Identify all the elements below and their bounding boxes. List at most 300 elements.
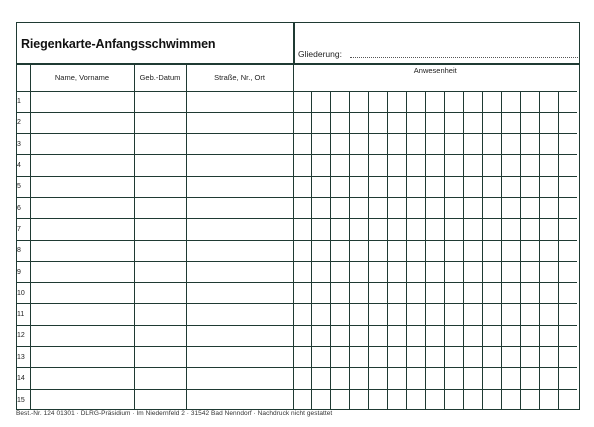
attendance-cell[interactable] xyxy=(330,389,349,410)
birthdate-column-header: Geb.-Datum xyxy=(134,64,186,91)
attendance-cell[interactable] xyxy=(311,219,330,240)
birthdate-cell[interactable] xyxy=(134,155,186,176)
attendance-cell[interactable] xyxy=(463,325,482,346)
attendance-cell[interactable] xyxy=(406,261,425,282)
name-cell[interactable] xyxy=(30,91,134,112)
table-row xyxy=(17,112,577,133)
attendance-cell[interactable] xyxy=(425,261,444,282)
attendance-cell[interactable] xyxy=(501,112,520,133)
address-cell[interactable] xyxy=(186,112,293,133)
attendance-cell[interactable] xyxy=(293,155,311,176)
attendance-cell[interactable] xyxy=(368,261,387,282)
attendance-cell[interactable] xyxy=(368,197,387,218)
attendance-cell[interactable] xyxy=(425,240,444,261)
attendance-cell[interactable] xyxy=(387,219,406,240)
riegenkarte-card xyxy=(16,22,580,410)
attendance-cell[interactable] xyxy=(425,219,444,240)
birthdate-cell[interactable] xyxy=(134,176,186,197)
attendance-cell[interactable] xyxy=(520,219,539,240)
attendance-cell[interactable] xyxy=(330,155,349,176)
attendance-cell[interactable] xyxy=(482,325,501,346)
row-number-header xyxy=(17,64,30,91)
attendance-cell[interactable] xyxy=(349,304,368,325)
row-number: 9 xyxy=(17,261,30,282)
attendance-cell[interactable] xyxy=(444,240,463,261)
attendance-cell[interactable] xyxy=(349,283,368,304)
attendance-cell[interactable] xyxy=(444,368,463,389)
attendance-cell[interactable] xyxy=(425,197,444,218)
attendance-cell[interactable] xyxy=(368,134,387,155)
attendance-cell[interactable] xyxy=(444,91,463,112)
attendance-cell[interactable] xyxy=(501,304,520,325)
attendance-cell[interactable] xyxy=(368,176,387,197)
attendance-cell[interactable] xyxy=(482,261,501,282)
attendance-cell[interactable] xyxy=(330,176,349,197)
attendance-cell[interactable] xyxy=(293,347,311,368)
attendance-cell[interactable] xyxy=(501,261,520,282)
attendance-cell[interactable] xyxy=(558,176,577,197)
birthdate-cell[interactable] xyxy=(134,389,186,410)
attendance-cell[interactable] xyxy=(539,240,558,261)
attendance-cell[interactable] xyxy=(349,155,368,176)
address-cell[interactable] xyxy=(186,283,293,304)
attendance-cell[interactable] xyxy=(368,91,387,112)
attendance-cell[interactable] xyxy=(520,112,539,133)
birthdate-cell[interactable] xyxy=(134,219,186,240)
birthdate-cell[interactable] xyxy=(134,240,186,261)
attendance-cell[interactable] xyxy=(520,368,539,389)
birthdate-cell[interactable] xyxy=(134,91,186,112)
attendance-cell[interactable] xyxy=(368,325,387,346)
table-row xyxy=(17,368,577,389)
attendance-cell[interactable] xyxy=(482,304,501,325)
attendance-cell[interactable] xyxy=(406,304,425,325)
attendance-cell[interactable] xyxy=(349,368,368,389)
attendance-cell[interactable] xyxy=(349,240,368,261)
attendance-cell[interactable] xyxy=(425,304,444,325)
attendance-cell[interactable] xyxy=(463,134,482,155)
attendance-cell[interactable] xyxy=(311,283,330,304)
attendance-cell[interactable] xyxy=(311,91,330,112)
attendance-cell[interactable] xyxy=(425,283,444,304)
attendance-cell[interactable] xyxy=(501,197,520,218)
attendance-cell[interactable] xyxy=(501,176,520,197)
attendance-cell[interactable] xyxy=(406,112,425,133)
attendance-cell[interactable] xyxy=(520,304,539,325)
table-row xyxy=(17,134,577,155)
attendance-cell[interactable] xyxy=(368,368,387,389)
attendance-cell[interactable] xyxy=(558,112,577,133)
attendance-cell[interactable] xyxy=(311,176,330,197)
attendance-cell[interactable] xyxy=(539,91,558,112)
attendance-cell[interactable] xyxy=(463,219,482,240)
attendance-cell[interactable] xyxy=(501,155,520,176)
attendance-cell[interactable] xyxy=(387,197,406,218)
attendance-cell[interactable] xyxy=(501,134,520,155)
attendance-cell[interactable] xyxy=(311,134,330,155)
name-cell[interactable] xyxy=(30,155,134,176)
attendance-cell[interactable] xyxy=(425,368,444,389)
address-cell[interactable] xyxy=(186,219,293,240)
attendance-cell[interactable] xyxy=(520,197,539,218)
attendance-cell[interactable] xyxy=(311,112,330,133)
attendance-cell[interactable] xyxy=(293,325,311,346)
attendance-cell[interactable] xyxy=(349,325,368,346)
attendance-cell[interactable] xyxy=(539,347,558,368)
attendance-cell[interactable] xyxy=(539,261,558,282)
attendance-cell[interactable] xyxy=(558,155,577,176)
attendance-cell[interactable] xyxy=(444,112,463,133)
attendance-cell[interactable] xyxy=(444,261,463,282)
attendance-cell[interactable] xyxy=(349,389,368,410)
attendance-cell[interactable] xyxy=(330,219,349,240)
attendance-cell[interactable] xyxy=(406,197,425,218)
row-number: 2 xyxy=(17,112,30,133)
attendance-cell[interactable] xyxy=(539,389,558,410)
birthdate-cell[interactable] xyxy=(134,368,186,389)
attendance-cell[interactable] xyxy=(558,134,577,155)
name-cell[interactable] xyxy=(30,261,134,282)
attendance-cell[interactable] xyxy=(501,283,520,304)
attendance-cell[interactable] xyxy=(558,304,577,325)
attendance-cell[interactable] xyxy=(558,240,577,261)
attendance-cell[interactable] xyxy=(387,91,406,112)
attendance-cell[interactable] xyxy=(330,112,349,133)
attendance-cell[interactable] xyxy=(520,347,539,368)
attendance-cell[interactable] xyxy=(444,219,463,240)
attendance-cell[interactable] xyxy=(349,219,368,240)
gliederung-label: Gliederung: xyxy=(298,49,342,59)
attendance-cell[interactable] xyxy=(425,112,444,133)
attendance-cell[interactable] xyxy=(501,219,520,240)
attendance-cell[interactable] xyxy=(330,304,349,325)
attendance-cell[interactable] xyxy=(293,219,311,240)
attendance-cell[interactable] xyxy=(387,304,406,325)
attendance-cell[interactable] xyxy=(293,240,311,261)
attendance-cell[interactable] xyxy=(501,368,520,389)
attendance-cell[interactable] xyxy=(501,389,520,410)
attendance-cell[interactable] xyxy=(463,283,482,304)
attendance-cell[interactable] xyxy=(425,325,444,346)
attendance-cell[interactable] xyxy=(330,134,349,155)
attendance-cell[interactable] xyxy=(387,155,406,176)
attendance-cell[interactable] xyxy=(330,91,349,112)
birthdate-cell[interactable] xyxy=(134,347,186,368)
footer-imprint: Best.-Nr. 124 01301 · DLRG-Präsidium · Im Niedernfeld 2 · 31542 Bad Nenndorf · Nachdruck nicht gestattet xyxy=(16,410,333,417)
attendance-cell[interactable] xyxy=(311,261,330,282)
attendance-cell[interactable] xyxy=(368,347,387,368)
attendance-cell[interactable] xyxy=(501,325,520,346)
name-cell[interactable] xyxy=(30,219,134,240)
attendance-cell[interactable] xyxy=(520,389,539,410)
attendance-cell[interactable] xyxy=(520,155,539,176)
attendance-cell[interactable] xyxy=(463,389,482,410)
attendance-cell[interactable] xyxy=(368,112,387,133)
attendance-cell[interactable] xyxy=(330,368,349,389)
table-row xyxy=(17,176,577,197)
attendance-cell[interactable] xyxy=(463,304,482,325)
address-cell[interactable] xyxy=(186,155,293,176)
attendance-cell[interactable] xyxy=(444,134,463,155)
attendance-cell[interactable] xyxy=(482,176,501,197)
table-row xyxy=(17,389,577,410)
attendance-cell[interactable] xyxy=(482,240,501,261)
attendance-cell[interactable] xyxy=(349,197,368,218)
attendance-cell[interactable] xyxy=(463,91,482,112)
address-cell[interactable] xyxy=(186,240,293,261)
attendance-cell[interactable] xyxy=(311,347,330,368)
gliederung-field[interactable] xyxy=(350,57,578,58)
attendance-cell[interactable] xyxy=(444,325,463,346)
attendance-cell[interactable] xyxy=(311,368,330,389)
address-cell[interactable] xyxy=(186,325,293,346)
attendance-cell[interactable] xyxy=(539,176,558,197)
attendance-cell[interactable] xyxy=(425,347,444,368)
attendance-cell[interactable] xyxy=(330,240,349,261)
birthdate-cell[interactable] xyxy=(134,304,186,325)
attendance-cell[interactable] xyxy=(387,134,406,155)
attendance-cell[interactable] xyxy=(539,368,558,389)
attendance-cell[interactable] xyxy=(293,197,311,218)
attendance-cell[interactable] xyxy=(311,240,330,261)
attendance-cell[interactable] xyxy=(501,240,520,261)
attendance-cell[interactable] xyxy=(387,112,406,133)
attendance-cell[interactable] xyxy=(520,91,539,112)
attendance-cell[interactable] xyxy=(330,347,349,368)
attendance-cell[interactable] xyxy=(482,219,501,240)
row-number: 4 xyxy=(17,155,30,176)
name-cell[interactable] xyxy=(30,240,134,261)
attendance-cell[interactable] xyxy=(293,389,311,410)
attendance-cell[interactable] xyxy=(558,325,577,346)
attendance-cell[interactable] xyxy=(406,347,425,368)
attendance-cell[interactable] xyxy=(311,155,330,176)
attendance-cell[interactable] xyxy=(482,112,501,133)
attendance-cell[interactable] xyxy=(387,176,406,197)
attendance-cell[interactable] xyxy=(558,389,577,410)
attendance-cell[interactable] xyxy=(368,219,387,240)
attendance-cell[interactable] xyxy=(349,347,368,368)
attendance-cell[interactable] xyxy=(482,347,501,368)
attendance-cell[interactable] xyxy=(368,155,387,176)
attendance-cell[interactable] xyxy=(539,304,558,325)
attendance-cell[interactable] xyxy=(349,176,368,197)
attendance-cell[interactable] xyxy=(482,283,501,304)
attendance-cell[interactable] xyxy=(293,112,311,133)
attendance-cell[interactable] xyxy=(482,91,501,112)
attendance-cell[interactable] xyxy=(311,197,330,218)
attendance-cell[interactable] xyxy=(539,197,558,218)
attendance-cell[interactable] xyxy=(330,261,349,282)
address-cell[interactable] xyxy=(186,134,293,155)
name-cell[interactable] xyxy=(30,134,134,155)
attendance-cell[interactable] xyxy=(406,368,425,389)
attendance-cell[interactable] xyxy=(387,283,406,304)
attendance-cell[interactable] xyxy=(463,155,482,176)
address-cell[interactable] xyxy=(186,389,293,410)
attendance-cell[interactable] xyxy=(463,368,482,389)
name-cell[interactable] xyxy=(30,368,134,389)
address-column-header: Straße, Nr., Ort xyxy=(186,64,293,91)
attendance-cell[interactable] xyxy=(444,304,463,325)
table-row xyxy=(17,261,577,282)
attendance-cell[interactable] xyxy=(501,347,520,368)
attendance-cell[interactable] xyxy=(520,261,539,282)
attendance-cell[interactable] xyxy=(558,347,577,368)
attendance-cell[interactable] xyxy=(425,91,444,112)
attendance-cell[interactable] xyxy=(387,368,406,389)
attendance-cell[interactable] xyxy=(368,304,387,325)
attendance-table xyxy=(17,64,577,410)
attendance-cell[interactable] xyxy=(406,389,425,410)
attendance-cell[interactable] xyxy=(387,261,406,282)
attendance-cell[interactable] xyxy=(406,219,425,240)
attendance-cell[interactable] xyxy=(349,261,368,282)
attendance-cell[interactable] xyxy=(482,197,501,218)
attendance-cell[interactable] xyxy=(558,197,577,218)
attendance-cell[interactable] xyxy=(520,325,539,346)
attendance-column-header xyxy=(293,64,577,91)
attendance-cell[interactable] xyxy=(520,283,539,304)
address-cell[interactable] xyxy=(186,197,293,218)
attendance-cell[interactable] xyxy=(444,176,463,197)
attendance-cell[interactable] xyxy=(482,389,501,410)
attendance-cell[interactable] xyxy=(368,283,387,304)
attendance-cell[interactable] xyxy=(293,283,311,304)
attendance-cell[interactable] xyxy=(293,91,311,112)
attendance-cell[interactable] xyxy=(539,155,558,176)
attendance-cell[interactable] xyxy=(463,261,482,282)
attendance-cell[interactable] xyxy=(463,112,482,133)
attendance-label: Anwesenheit xyxy=(413,66,457,75)
birthdate-cell[interactable] xyxy=(134,197,186,218)
attendance-cell[interactable] xyxy=(463,347,482,368)
attendance-cell[interactable] xyxy=(406,155,425,176)
attendance-cell[interactable] xyxy=(425,389,444,410)
birthdate-cell[interactable] xyxy=(134,134,186,155)
address-cell[interactable] xyxy=(186,347,293,368)
attendance-cell[interactable] xyxy=(387,347,406,368)
attendance-cell[interactable] xyxy=(311,389,330,410)
attendance-cell[interactable] xyxy=(558,261,577,282)
attendance-cell[interactable] xyxy=(311,325,330,346)
name-cell[interactable] xyxy=(30,112,134,133)
attendance-cell[interactable] xyxy=(406,325,425,346)
address-cell[interactable] xyxy=(186,304,293,325)
attendance-cell[interactable] xyxy=(368,240,387,261)
attendance-cell[interactable] xyxy=(406,134,425,155)
attendance-cell[interactable] xyxy=(330,325,349,346)
attendance-cell[interactable] xyxy=(539,134,558,155)
attendance-cell[interactable] xyxy=(463,240,482,261)
attendance-cell[interactable] xyxy=(387,240,406,261)
attendance-cell[interactable] xyxy=(444,197,463,218)
name-cell[interactable] xyxy=(30,347,134,368)
row-number: 5 xyxy=(17,176,30,197)
attendance-cell[interactable] xyxy=(406,176,425,197)
attendance-cell[interactable] xyxy=(444,155,463,176)
attendance-cell[interactable] xyxy=(444,389,463,410)
attendance-cell[interactable] xyxy=(482,155,501,176)
name-cell[interactable] xyxy=(30,389,134,410)
attendance-cell[interactable] xyxy=(387,389,406,410)
attendance-cell[interactable] xyxy=(501,91,520,112)
attendance-cell[interactable] xyxy=(539,112,558,133)
row-number: 11 xyxy=(17,304,30,325)
table-row xyxy=(17,155,577,176)
attendance-cell[interactable] xyxy=(368,389,387,410)
attendance-cell[interactable] xyxy=(330,197,349,218)
header-divider xyxy=(293,23,295,63)
attendance-cell[interactable] xyxy=(425,134,444,155)
row-number: 10 xyxy=(17,283,30,304)
attendance-cell[interactable] xyxy=(539,283,558,304)
attendance-cell[interactable] xyxy=(293,134,311,155)
attendance-cell[interactable] xyxy=(444,347,463,368)
row-number: 6 xyxy=(17,197,30,218)
attendance-cell[interactable] xyxy=(406,240,425,261)
attendance-cell[interactable] xyxy=(349,112,368,133)
address-cell[interactable] xyxy=(186,176,293,197)
attendance-cell[interactable] xyxy=(482,368,501,389)
attendance-cell[interactable] xyxy=(330,283,349,304)
address-cell[interactable] xyxy=(186,261,293,282)
name-cell[interactable] xyxy=(30,325,134,346)
attendance-cell[interactable] xyxy=(293,261,311,282)
attendance-cell[interactable] xyxy=(425,176,444,197)
birthdate-cell[interactable] xyxy=(134,325,186,346)
attendance-cell[interactable] xyxy=(425,155,444,176)
attendance-cell[interactable] xyxy=(387,325,406,346)
attendance-cell[interactable] xyxy=(463,176,482,197)
attendance-cell[interactable] xyxy=(520,134,539,155)
attendance-cell[interactable] xyxy=(444,283,463,304)
attendance-cell[interactable] xyxy=(293,304,311,325)
table-body xyxy=(17,91,577,410)
name-cell[interactable] xyxy=(30,304,134,325)
attendance-cell[interactable] xyxy=(406,91,425,112)
name-cell[interactable] xyxy=(30,176,134,197)
attendance-cell[interactable] xyxy=(311,304,330,325)
name-cell[interactable] xyxy=(30,197,134,218)
attendance-cell[interactable] xyxy=(539,219,558,240)
attendance-cell[interactable] xyxy=(482,134,501,155)
attendance-cell[interactable] xyxy=(558,219,577,240)
attendance-cell[interactable] xyxy=(406,283,425,304)
attendance-cell[interactable] xyxy=(558,91,577,112)
attendance-cell[interactable] xyxy=(539,325,558,346)
attendance-cell[interactable] xyxy=(293,176,311,197)
table-row xyxy=(17,91,577,112)
row-number: 8 xyxy=(17,240,30,261)
name-cell[interactable] xyxy=(30,283,134,304)
attendance-cell[interactable] xyxy=(349,134,368,155)
birthdate-cell[interactable] xyxy=(134,283,186,304)
row-number: 7 xyxy=(17,219,30,240)
birthdate-cell[interactable] xyxy=(134,261,186,282)
row-number: 1 xyxy=(17,91,30,112)
address-cell[interactable] xyxy=(186,368,293,389)
attendance-cell[interactable] xyxy=(558,368,577,389)
attendance-cell[interactable] xyxy=(520,176,539,197)
address-cell[interactable] xyxy=(186,91,293,112)
attendance-cell[interactable] xyxy=(520,240,539,261)
birthdate-cell[interactable] xyxy=(134,112,186,133)
attendance-cell[interactable] xyxy=(463,197,482,218)
attendance-cell[interactable] xyxy=(558,283,577,304)
attendance-cell[interactable] xyxy=(293,368,311,389)
attendance-cell[interactable] xyxy=(349,91,368,112)
